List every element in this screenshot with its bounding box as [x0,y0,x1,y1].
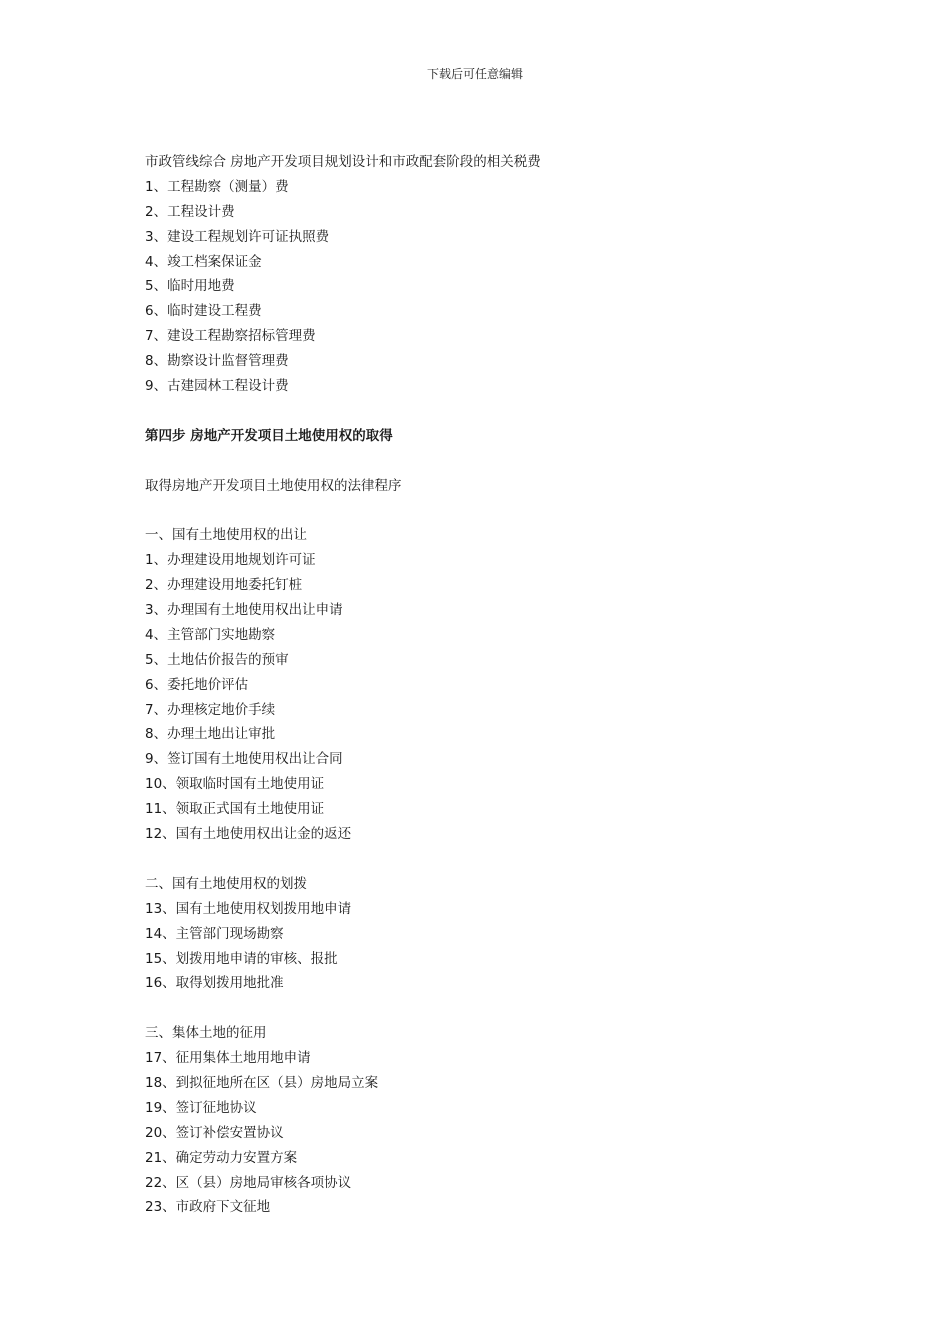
list-item: 8、勘察设计监督管理费 [145,353,289,370]
list-item: 1、办理建设用地规划许可证 [145,552,316,569]
list-item: 3、建设工程规划许可证执照费 [145,228,330,245]
part3-title: 三、集体土地的征用 [145,1025,267,1042]
list-item: 9、古建园林工程设计费 [145,378,289,395]
list-item: 1、工程勘察（测量）费 [145,178,289,195]
part1-title: 一、国有土地使用权的出让 [145,527,307,544]
list-item: 16、取得划拨用地批准 [145,975,284,992]
list-item: 4、竣工档案保证金 [145,253,262,270]
list-item: 2、办理建设用地委托钉桩 [145,577,303,594]
list-item: 23、市政府下文征地 [145,1199,271,1216]
list-item: 10、领取临时国有土地使用证 [145,776,325,793]
section-a-title: 市政管线综合 房地产开发项目规划设计和市政配套阶段的相关税费 [145,154,541,170]
spacer [145,449,845,474]
step4-heading: 第四步 房地产开发项目土地使用权的取得 [145,427,393,444]
part2-title: 二、国有土地使用权的划拨 [145,875,307,892]
list-item: 18、到拟征地所在区（县）房地局立案 [145,1074,379,1091]
list-item: 8、办理土地出让审批 [145,726,276,743]
list-item: 17、征用集体土地用地申请 [145,1050,311,1067]
list-item: 15、划拨用地申请的审核、报批 [145,950,338,967]
list-item: 21、确定劳动力安置方案 [145,1149,298,1166]
list-item: 7、建设工程勘察招标管理费 [145,328,316,345]
spacer [145,498,845,523]
spacer [145,996,845,1021]
list-item: 20、签订补偿安置协议 [145,1124,284,1141]
list-item: 9、签订国有土地使用权出让合同 [145,751,343,768]
list-item: 13、国有土地使用权划拨用地申请 [145,900,352,917]
list-item: 4、主管部门实地勘察 [145,626,276,643]
list-item: 6、委托地价评估 [145,676,249,693]
spacer [145,399,845,424]
list-item: 22、区（县）房地局审核各项协议 [145,1174,352,1191]
list-item: 14、主管部门现场勘察 [145,925,284,942]
list-item: 6、临时建设工程费 [145,303,262,320]
spacer [145,847,845,872]
download-note: 下载后可任意编辑 [426,67,523,81]
step4-subheading: 取得房地产开发项目土地使用权的法律程序 [145,477,402,494]
list-item: 7、办理核定地价手续 [145,701,276,718]
list-item: 5、临时用地费 [145,278,235,295]
list-item: 2、工程设计费 [145,203,235,220]
document-body [145,150,845,1220]
list-item: 11、领取正式国有土地使用证 [145,801,325,818]
list-item: 5、土地估价报告的预审 [145,651,289,668]
list-item: 3、办理国有土地使用权出让申请 [145,602,343,619]
list-item: 12、国有土地使用权出让金的返还 [145,826,352,843]
list-item: 19、签订征地协议 [145,1099,257,1116]
